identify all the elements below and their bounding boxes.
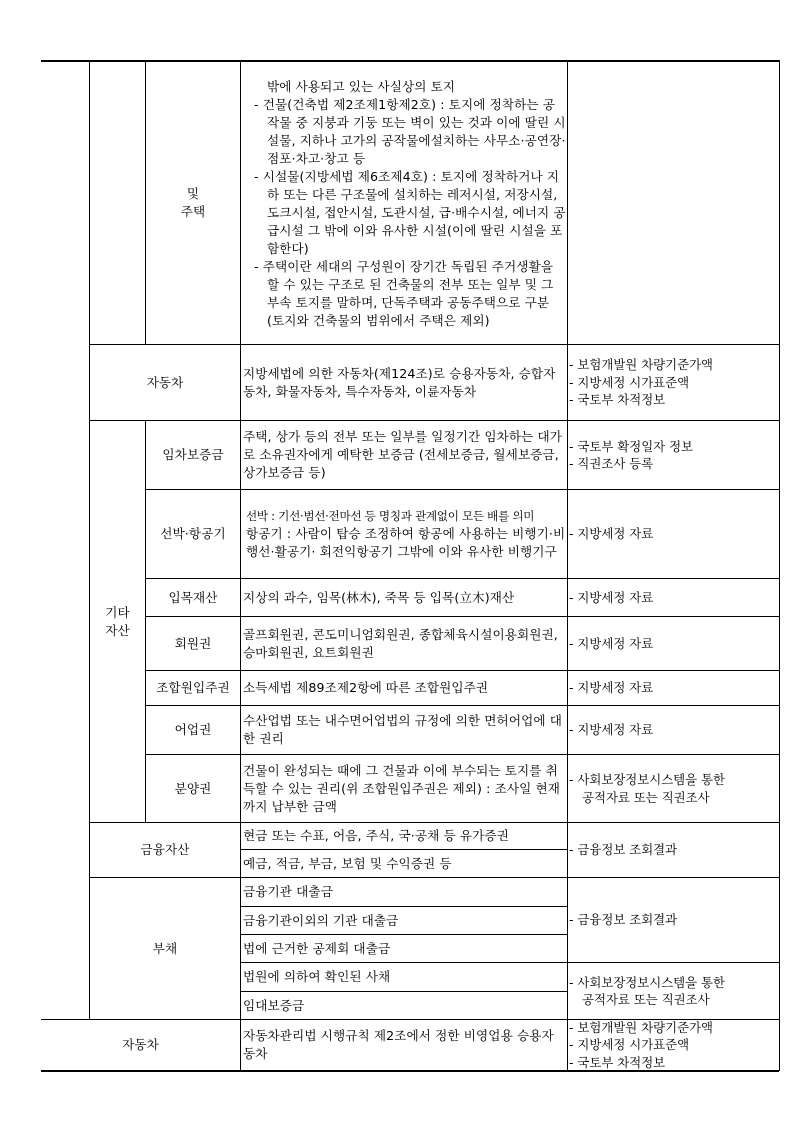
debt-item: 법에 근거한 공제회 대출금 — [243, 940, 391, 956]
debt-item-cell — [243, 963, 565, 991]
column-divider — [567, 60, 568, 1071]
ship-label-cell — [146, 490, 240, 578]
other-assets-group-label — [90, 421, 145, 822]
car1-source-item: - 지방세정 시가표준액 — [569, 374, 690, 390]
ship-desc-ship: 선박 : 기선·범선·전마선 등 명칭과 관계없이 모든 배를 의미 — [246, 509, 535, 523]
debt-item-cell — [243, 907, 565, 934]
forest-desc: 지상의 과수, 임목(林木), 죽목 등 입목(立木)재산 — [243, 589, 515, 605]
deposit-desc: 주택, 상가 등의 전부 또는 일부를 일정기간 임차하는 대가로 소유권자에게 예탁한 보증금 (전세보증금, 월세보증금, 상가보증금 등) — [243, 429, 563, 480]
car2-desc: 자동차관리법 시행규칙 제2조에서 정한 비영업용 승용자동차 — [243, 1028, 554, 1061]
union-label: 조합원입주권 — [156, 680, 230, 695]
finance-source-cell — [569, 823, 779, 877]
house-label-line1: 및 — [186, 186, 200, 201]
presale-label: 분양권 — [174, 780, 212, 796]
membership-desc: 골프회원권, 콘도미니엄회원권, 종합체육시설이용회원권, 승마회원권, 요트회원권 — [243, 626, 558, 660]
forest-label-cell — [146, 579, 240, 616]
debt-label-cell — [90, 878, 240, 1019]
debt-source1-cell — [569, 878, 779, 962]
debt-item: 금융기관 대출금 — [243, 884, 333, 899]
membership-label-cell — [146, 617, 240, 670]
car1-source-cell — [569, 345, 779, 420]
presale-desc: 건물이 완성되는 때에 그 건물과 이에 부수되는 토지를 취득할 수 있는 권리(위 조합원입주권은 제외) : 조사일 현재까지 납부한 금액 — [243, 762, 561, 814]
presale-source-cell — [569, 755, 779, 822]
car1-desc-cell — [243, 345, 565, 420]
debt-source2-line2: 공적자료 또는 직권조사 — [582, 992, 710, 1007]
presale-label-cell — [146, 755, 240, 822]
forest-source: - 지방세정 자료 — [569, 589, 654, 605]
house-desc-line: 밖에 사용되고 있는 사실상의 토지 — [267, 79, 456, 94]
house-desc-cell — [254, 78, 566, 330]
finance-desc1-cell — [243, 823, 565, 849]
deposit-label-cell — [146, 421, 240, 489]
membership-source: - 지방세정 자료 — [569, 635, 654, 651]
column-divider — [240, 60, 241, 1071]
membership-desc-cell — [243, 617, 565, 670]
car2-label-cell — [41, 1020, 240, 1070]
finance-desc1: 현금 또는 수표, 어음, 주식, 국·공채 등 유가증권 — [243, 828, 509, 843]
ship-desc-cell — [246, 490, 566, 578]
car2-source-item: - 보험개발원 차량기준가액 — [569, 1019, 714, 1035]
fishery-label-cell — [146, 706, 240, 754]
fishery-desc: 수산업법 또는 내수면어업법의 규정에 의한 면허어업에 대한 권리 — [243, 713, 562, 746]
deposit-source-item: - 직권조사 등록 — [569, 456, 654, 471]
deposit-source-item: - 국토부 확정일자 정보 — [569, 438, 694, 454]
membership-label: 회원권 — [174, 635, 212, 651]
car2-source-item: - 지방세정 시가표준액 — [569, 1037, 690, 1053]
membership-source-cell — [569, 617, 779, 670]
debt-source2-line1: - 사회보장정보시스템을 통한 — [569, 974, 725, 990]
fishery-source-cell — [569, 706, 779, 754]
debt-source2-cell — [569, 963, 779, 1019]
finance-desc2: 예금, 적금, 부금, 보험 및 수익증권 등 — [243, 855, 452, 871]
debt-item-cell — [243, 935, 565, 962]
presale-desc-cell — [243, 755, 565, 822]
car2-desc-cell — [243, 1020, 565, 1070]
car1-label: 자동차 — [146, 374, 184, 390]
house-desc-facility: - 시설물(지방세법 제6조제4호) : 토지에 정착하거나 지하 또는 다른 구조물에 설치하는 레저시설, 저장시설, 도크시설, 접안시설, 도관시설, 급·배수시설, 에너지 공급시설 그 밖에 이와 유사한 시설(이에 딸린 시설을 포함한다) — [254, 169, 566, 256]
fishery-label: 어업권 — [174, 722, 212, 737]
house-desc-building: - 건물(건축법 제2조제1항제2호) : 토지에 정착하는 공작물 중 지붕과 기둥 또는 벽이 있는 것과 이에 딸린 시설물, 지하나 고가의 공작물에설치하는 사무소·공연장·점포·차고·창고 등 — [254, 97, 566, 166]
forest-label: 입목재산 — [168, 589, 218, 605]
debt-item: 금융기관이외의 기관 대출금 — [243, 912, 399, 928]
car1-source-item: - 보험개발원 차량기준가액 — [569, 357, 714, 373]
ship-source-cell — [569, 490, 779, 578]
house-label-line2: 주택 — [180, 204, 206, 219]
ship-desc-aircraft: 항공기 : 사람이 탑승 조정하여 항공에 사용하는 비행기·비행선·활공기· 회전익항공기 그밖에 이와 유사한 비행기구 — [246, 526, 566, 559]
ship-label: 선박·항공기 — [160, 526, 226, 541]
car2-source-item: - 국토부 차적정보 — [569, 1054, 666, 1070]
car2-source-cell — [569, 1020, 779, 1070]
union-source-cell — [569, 671, 779, 705]
forest-desc-cell — [243, 579, 565, 616]
presale-source-line1: - 사회보장정보시스템을 통한 — [569, 772, 725, 787]
ship-source: - 지방세정 자료 — [569, 526, 654, 542]
union-source: - 지방세정 자료 — [569, 680, 654, 696]
deposit-desc-cell — [243, 421, 565, 489]
car1-desc: 지방세법에 의한 자동차(제124조)로 승용자동차, 승합자동차, 화물자동차, 특수자동차, 이륜자동차 — [243, 365, 556, 399]
union-label-cell — [146, 671, 240, 705]
debt-label: 부채 — [152, 940, 178, 956]
finance-label-cell — [90, 823, 240, 877]
car1-label-cell — [90, 345, 240, 420]
fishery-source: - 지방세정 자료 — [569, 722, 654, 738]
house-label-cell — [146, 62, 240, 344]
car1-source-item: - 국토부 차적정보 — [569, 392, 666, 408]
other-assets-label-line2: 자산 — [105, 622, 130, 638]
debt-item-cell — [243, 878, 565, 906]
finance-label: 금융자산 — [140, 842, 190, 857]
debt-item-cell — [243, 992, 565, 1019]
deposit-label: 임차보증금 — [162, 447, 224, 462]
car2-label: 자동차 — [122, 1037, 159, 1052]
fishery-desc-cell — [243, 706, 565, 754]
debt-source1: - 금융정보 조회결과 — [569, 912, 678, 928]
deposit-source-cell — [569, 421, 779, 489]
forest-source-cell — [569, 579, 779, 616]
other-assets-label-line1: 기타 — [105, 604, 130, 620]
union-desc-cell — [243, 671, 565, 705]
house-desc-house: - 주택이란 세대의 구성원이 장기간 독립된 주거생활을 할 수 있는 구조로 된 건축물의 전부 또는 일부 및 그 부속 토지를 말하며, 단독주택과 공동주택으로 구분(토지와 건축물의 범위에서 주택은 제외) — [254, 259, 554, 328]
finance-source: - 금융정보 조회결과 — [569, 842, 678, 858]
debt-item: 임대보증금 — [243, 997, 305, 1013]
table-right-border — [779, 60, 780, 1071]
union-desc: 소득세법 제89조제2항에 따른 조합원입주권 — [243, 680, 489, 695]
finance-desc2-cell — [243, 850, 565, 877]
debt-item: 법원에 의하여 확인된 사채 — [243, 969, 391, 984]
presale-source-line2: 공적자료 또는 직권조사 — [582, 789, 710, 805]
